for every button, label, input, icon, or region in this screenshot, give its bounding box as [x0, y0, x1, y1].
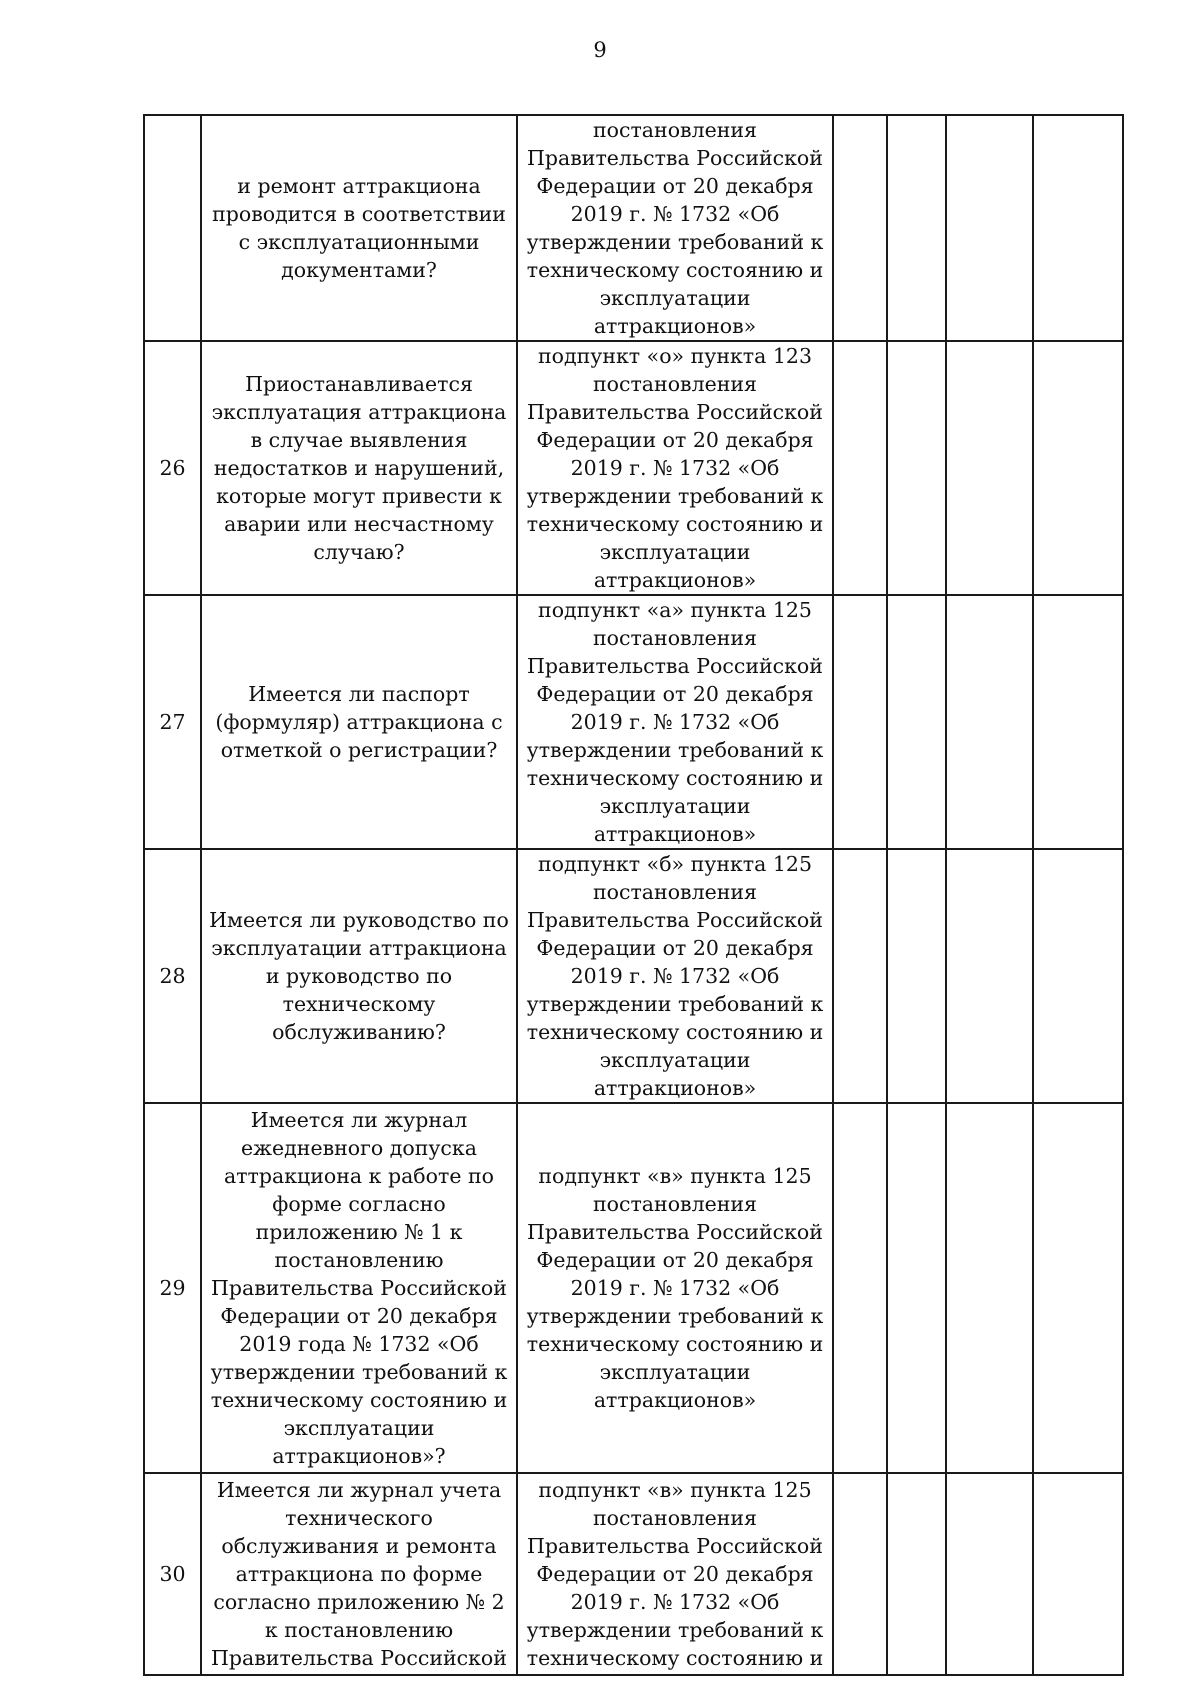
answer-no-cell [887, 115, 946, 341]
answer-yes-cell [833, 595, 887, 849]
table-row [144, 849, 1123, 1103]
legal-reference: подпункт «а» пункта 125 постановления Правительства Российской Федерации от 20 декабря 2019 г. № 1732 «Об утверждении требований к техническому состоянию и эксплуатации аттракционов» [517, 595, 833, 849]
not-applicable-cell [946, 849, 1033, 1103]
requirement-question: Имеется ли журнал учета технического обслуживания и ремонта аттракциона по форме согласно приложению № 2 к постановлению Правительства Российской [201, 1473, 517, 1675]
row-number: 29 [144, 1103, 201, 1473]
checklist-table [143, 114, 1124, 1676]
table-row [144, 341, 1123, 595]
note-cell [1033, 341, 1123, 595]
table-row [144, 595, 1123, 849]
answer-yes-cell [833, 849, 887, 1103]
answer-no-cell [887, 341, 946, 595]
not-applicable-cell [946, 341, 1033, 595]
note-cell [1033, 849, 1123, 1103]
row-number: 26 [144, 341, 201, 595]
requirement-question: и ремонт аттракциона проводится в соответствии с эксплуатационными документами? [201, 115, 517, 341]
answer-yes-cell [833, 1103, 887, 1473]
not-applicable-cell [946, 115, 1033, 341]
note-cell [1033, 1103, 1123, 1473]
answer-no-cell [887, 1103, 946, 1473]
legal-reference: постановления Правительства Российской Федерации от 20 декабря 2019 г. № 1732 «Об утверждении требований к техническому состоянию и эксплуатации аттракционов» [517, 115, 833, 341]
note-cell [1033, 1473, 1123, 1675]
row-number [144, 115, 201, 341]
not-applicable-cell [946, 1473, 1033, 1675]
answer-yes-cell [833, 1473, 887, 1675]
answer-yes-cell [833, 115, 887, 341]
requirement-question: Имеется ли руководство по эксплуатации аттракциона и руководство по техническому обслуживанию? [201, 849, 517, 1103]
not-applicable-cell [946, 1103, 1033, 1473]
requirement-question: Имеется ли паспорт (формуляр) аттракциона с отметкой о регистрации? [201, 595, 517, 849]
row-number: 30 [144, 1473, 201, 1675]
not-applicable-cell [946, 595, 1033, 849]
answer-no-cell [887, 595, 946, 849]
note-cell [1033, 115, 1123, 341]
requirement-question: Имеется ли журнал ежедневного допуска аттракциона к работе по форме согласно приложению № 1 к постановлению Правительства Российской Федерации от 20 декабря 2019 года № 1732 «Об утверждении требований к техническому состоянию и эксплуатации аттракционов»? [201, 1103, 517, 1473]
row-number: 27 [144, 595, 201, 849]
table-row [144, 115, 1123, 341]
answer-no-cell [887, 849, 946, 1103]
table-row [144, 1473, 1123, 1675]
requirement-question: Приостанавливается эксплуатация аттракциона в случае выявления недостатков и нарушений, которые могут привести к аварии или несчастному случаю? [201, 341, 517, 595]
page-number: 9 [593, 38, 607, 62]
legal-reference: подпункт «о» пункта 123 постановления Правительства Российской Федерации от 20 декабря 2019 г. № 1732 «Об утверждении требований к техническому состоянию и эксплуатации аттракционов» [517, 341, 833, 595]
row-number: 28 [144, 849, 201, 1103]
legal-reference: подпункт «в» пункта 125 постановления Правительства Российской Федерации от 20 декабря 2019 г. № 1732 «Об утверждении требований к техническому состоянию и эксплуатации аттракционов» [517, 1103, 833, 1473]
legal-reference: подпункт «б» пункта 125 постановления Правительства Российской Федерации от 20 декабря 2019 г. № 1732 «Об утверждении требований к техническому состоянию и эксплуатации аттракционов» [517, 849, 833, 1103]
answer-no-cell [887, 1473, 946, 1675]
answer-yes-cell [833, 341, 887, 595]
legal-reference: подпункт «в» пункта 125 постановления Правительства Российской Федерации от 20 декабря 2019 г. № 1732 «Об утверждении требований к техническому состоянию и [517, 1473, 833, 1675]
table-row [144, 1103, 1123, 1473]
note-cell [1033, 595, 1123, 849]
